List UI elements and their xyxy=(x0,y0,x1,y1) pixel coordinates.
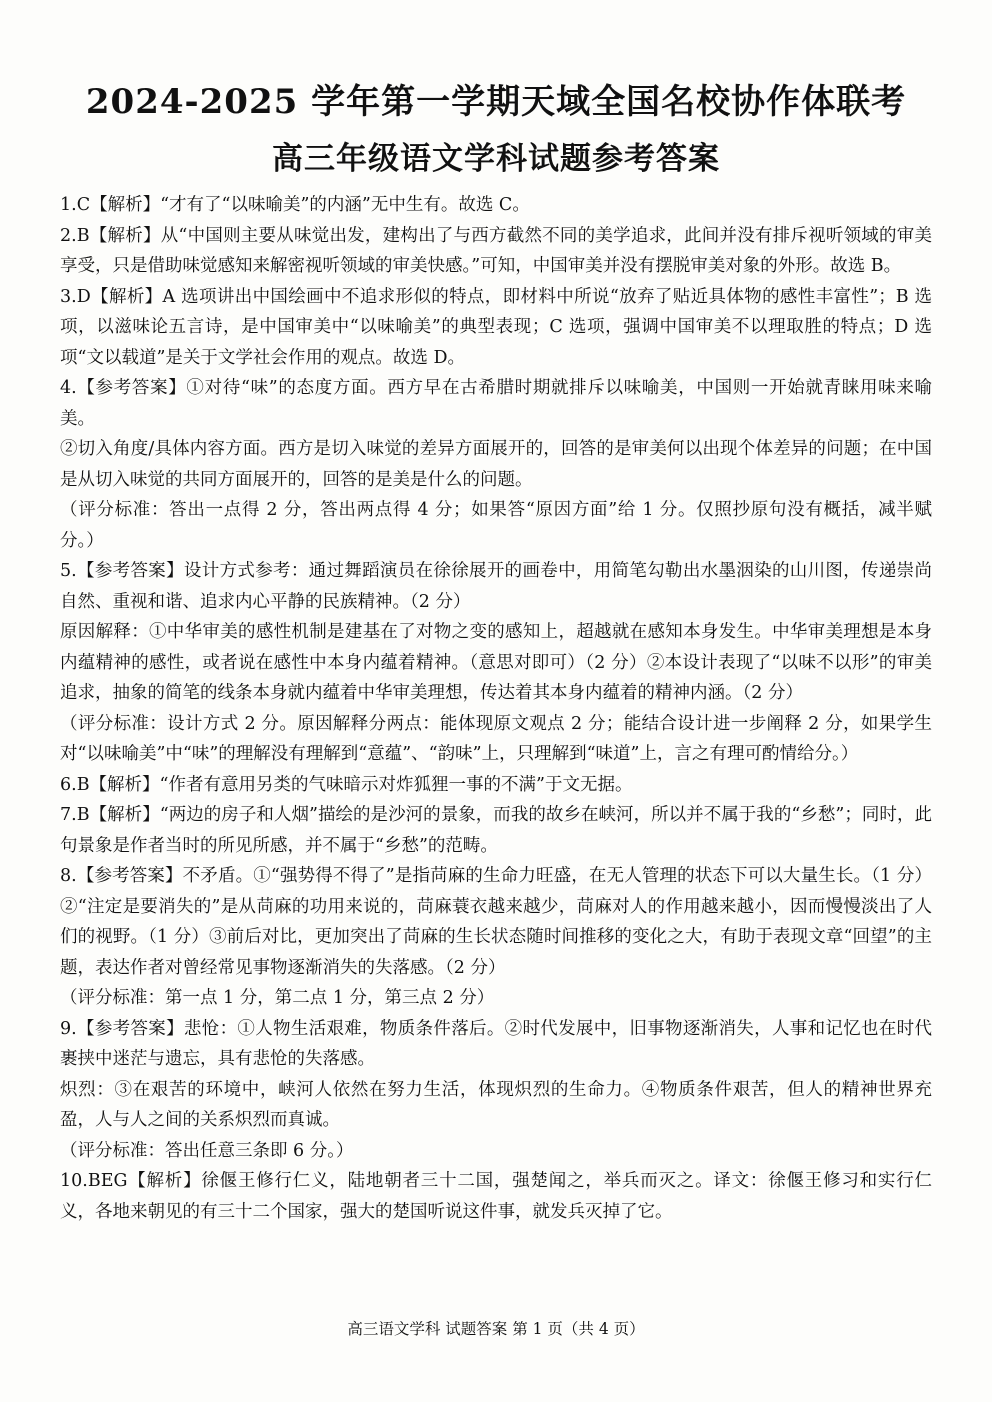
answer-paragraph-1: 1.C【解析】“才有了“以味喻美”的内涵”无中生有。故选 C。 xyxy=(60,195,530,215)
page-footer: 高三语文学科 试题答案 第 1 页（共 4 页） xyxy=(347,1320,645,1338)
answer-paragraph-8: 8.【参考答案】不矛盾。①“强势得不得了”是指苘麻的生命力旺盛，在无人管理的状态下可以大量生长。（1 分）②“注定是要消失的”是从苘麻的功用来说的，苘麻蓑衣越来越少，苘麻对人的作用越来越小，因而慢慢淡出了人们的视野。（1 分）③前后对比，更加突出了苘麻的生长状态随时间推移的变化之大，有助于表现文章“回望”的主题，表达作者对曾经常见事物逐渐消失的失落感。（2 分） xyxy=(60,866,932,978)
answer-paragraph-4-scoring: （评分标准：答出一点得 2 分，答出两点得 4 分；如果答“原因方面”给 1 分。仅照抄原句没有概括，减半赋分。） xyxy=(60,500,932,551)
answer-paragraph-7: 7.B【解析】“两边的房子和人烟”描绘的是沙河的景象，而我的故乡在峡河，所以并不属于我的“乡愁”；同时，此句景象是作者当时的所见所感，并不属于“乡愁”的范畴。 xyxy=(60,805,932,856)
answer-paragraph-2: 2.B【解析】从“中国则主要从味觉出发，建构出了与西方截然不同的美学追求，此间并没有排斥视听领域的审美享受，只是借助味觉感知来解密视听领域的审美快感。”可知，中国审美并没有摆脱审美对象的外形。故选 B。 xyxy=(60,225,932,276)
answer-paragraph-10: 10.BEG【解析】徐偃王修行仁义，陆地朝者三十二国，强楚闻之，举兵而灭之。译文：徐偃王修习和实行仁义，各地来朝见的有三十二个国家，强大的楚国听说这件事，就发兵灭掉了它。 xyxy=(60,1171,932,1222)
answer-paragraph-6: 6.B【解析】“作者有意用另类的气味暗示对炸狐狸一事的不满”于文无据。 xyxy=(60,774,633,795)
answer-paragraph-4-point-2: ②切入角度/具体内容方面。西方是切入味觉的差异方面展开的，回答的是审美何以出现个体差异的问题；在中国是从切入味觉的共同方面展开的，回答的是美是什么的问题。 xyxy=(60,439,932,490)
answer-paragraph-8-scoring: （评分标准：第一点 1 分，第二点 1 分，第三点 2 分） xyxy=(60,988,495,1008)
answer-paragraph-9-part-2: 炽烈：③在艰苦的环境中，峡河人依然在努力生活，体现炽烈的生命力。④物质条件艰苦，但人的精神世界充盈，人与人之间的关系炽烈而真诚。 xyxy=(60,1079,932,1130)
answer-paragraph-9: 9.【参考答案】悲怆：①人物生活艰难，物质条件落后。②时代发展中，旧事物逐渐消失，人事和记忆也在时代裹挟中迷茫与遗忘，具有悲怆的失落感。 xyxy=(60,1018,932,1069)
page-title: 2024-2025 学年第一学期天域全国名校协作体联考 xyxy=(85,82,907,122)
answer-paragraph-5-scoring: （评分标准：设计方式 2 分。原因解释分两点：能体现原文观点 2 分；能结合设计进一步阐释 2 分，如果学生对“以味喻美”中“味”的理解没有理解到“意蕴”、“韵味”上，只理解到“味道”上，言之有理可酌情给分。） xyxy=(60,713,932,764)
answer-paragraph-9-scoring: （评分标准：答出任意三条即 6 分。） xyxy=(60,1140,354,1161)
answer-paragraph-5: 5.【参考答案】设计方式参考：通过舞蹈演员在徐徐展开的画卷中，用简笔勾勒出水墨洇染的山川图，传递崇尚自然、重视和谐、追求内心平静的民族精神。（2 分） xyxy=(60,561,932,612)
answer-paragraph-4: 4.【参考答案】①对待“味”的态度方面。西方早在古希腊时期就排斥以味喻美，中国则一开始就青睐用味来喻美。 xyxy=(60,378,932,429)
page-subtitle: 高三年级语文学科试题参考答案 xyxy=(272,141,720,177)
answer-paragraph-5-reason: 原因解释：①中华审美的感性机制是建基在了对物之变的感知上，超越就在感知本身发生。中华审美理想是本身内蕴精神的感性，或者说在感性中本身内蕴着精神。（意思对即可）（2 分）②本设计表现了“以味不以形”的审美追求，抽象的简笔的线条本身就内蕴着中华审美理想，传达着其本身内蕴着的精神内涵。（2 分） xyxy=(60,622,932,703)
answer-content xyxy=(60,190,932,1227)
answer-paragraph-3: 3.D【解析】A 选项讲出中国绘画中不追求形似的特点，即材料中所说“放弃了贴近具体物的感性丰富性”；B 选项，以滋味论五言诗，是中国审美中“以味喻美”的典型表现；C 选项，强调中国审美不以理取胜的特点；D 选项“文以载道”是关于文学社会作用的观点。故选 D。 xyxy=(60,286,932,368)
